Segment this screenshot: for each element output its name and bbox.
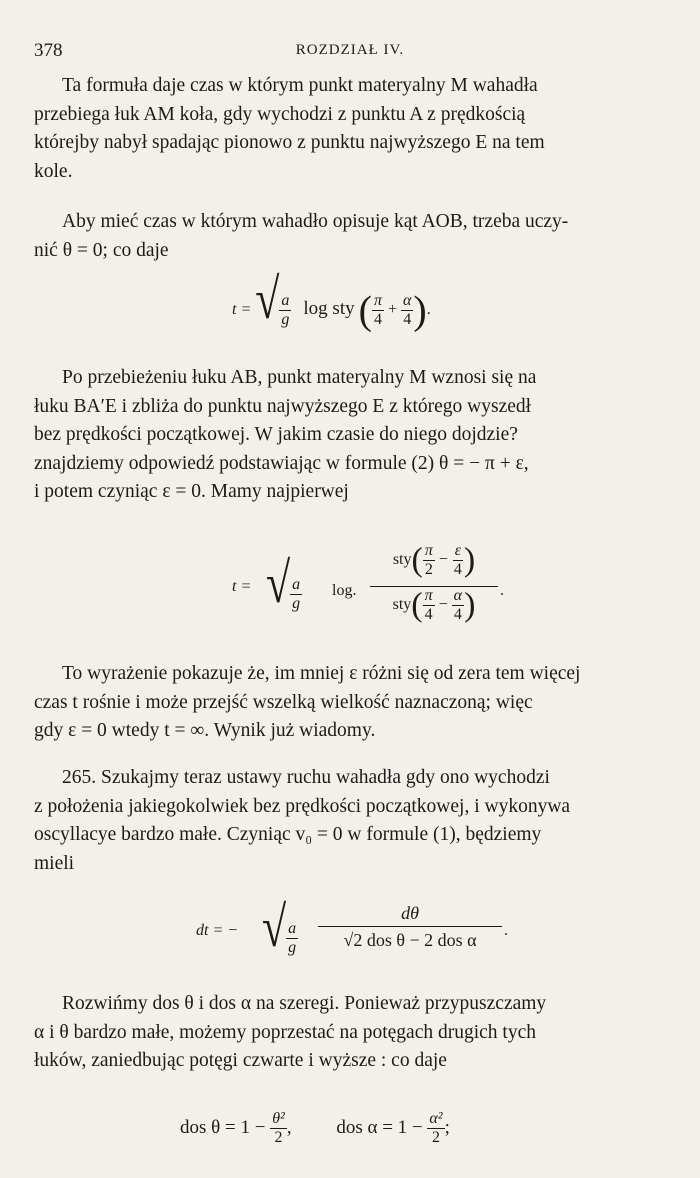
fraction-numerator: sty( $\frac{\pi}{2}$ − $\frac{\varepsilon}{4}$ ) [392,541,476,579]
page-header [34,40,666,66]
equation-3: dt = − √ $\frac{a}{g}$ dθ √2 dos θ − 2 dos α . [196,895,508,960]
text-line: i potem czyniąc ε = 0. Mamy najpierwej [34,481,349,502]
paragraph-5 [34,764,668,878]
fraction: $\frac{\text{α²}}{2}$ [429,1110,443,1146]
eq-part: dos θ = 1 − [180,1116,266,1138]
page-number: 378 [34,40,63,61]
fraction-denominator: sty( $\frac{\pi}{4}$ − $\frac{\alpha}{4}$ ) [392,586,476,624]
eq-func: log. [332,582,357,599]
sqrt-sign: √ [255,267,280,332]
eq-part: dos α = 1 − [336,1116,423,1138]
fraction-numerator: dθ [401,903,419,923]
sqrt-fraction: $\frac{a}{g}$ [288,919,297,956]
text-line: gdy ε = 0 wtedy t = ∞. Wynik już wiadomy. [34,720,376,741]
text-line: bez prędkości początkowej. W jakim czasie do niego dojdzie? [34,424,518,445]
text-line: znajdziemy odpowiedź podstawiając w formule (2) θ = − π + ε, [34,452,529,474]
text-line: To wyrażenie pokazuje że, im mniej ε różni się od zera tem więcej [62,663,581,684]
text-line: czas t rośnie i może przejść wszelką wielkość naznaczoną; więc [34,691,533,713]
text-line: 265. Szukajmy teraz ustawy ruchu wahadła gdy ono wychodzi [62,767,550,788]
sqrt-fraction: $\frac{a}{g}$ [292,575,301,612]
running-head: ROZDZIAŁ IV. [295,42,405,58]
eq-func: log sty [303,298,355,319]
equation-2: t = √ $\frac{a}{g}$ log. sty( $\frac{\pi}{2}$ − $\frac{\varepsilon}{4}$ ) sty( $\frac{\pi}{4}$ − $\frac{\alpha}{4}$ ) . [232,542,512,642]
paragraph-6 [34,990,668,1076]
text-line: Po przebieżeniu łuku AB, punkt materyalny M wznosi się na [62,367,537,388]
equation-4: dos θ = 1 − $\frac{\text{θ²}}{2}$ , dos α = 1 − $\frac{\text{α²}}{2}$ ; [180,1110,450,1146]
paragraph-4 [34,660,668,746]
text-line: Aby mieć czas w którym wahadło opisuje kąt AOB, trzeba uczy- [62,211,569,232]
fraction-denominator: √2 dos θ − 2 dos α [343,930,477,950]
eq-lhs: t = [232,301,252,318]
text-line: z położenia jakiegokolwiek bez prędkości początkowej, i wykonywa [34,795,571,817]
paragraph-1 [34,72,668,186]
log-fraction [370,542,498,631]
text-line: nić θ = 0; co daje [34,239,169,261]
eq-lhs: dt = − [196,922,239,939]
text-line: Ta formuła daje czas w którym punkt materyalny M wahadła [62,75,538,96]
fraction [318,900,502,953]
text-line: łuków, zaniedbując potęgi czwarte i wyższe : co daje [34,1050,447,1071]
text-line: mieli [34,852,75,874]
fraction: $\frac{\alpha}{4}$ [402,291,412,328]
sqrt-fraction: $\frac{a}{g}$ [281,291,290,328]
paragraph-3 [34,364,668,507]
text-line: oscyllacye bardzo małe. Czyniąc v₀ = 0 w formule (1), będziemy [34,824,542,845]
fraction: $\frac{\text{θ²}}{2}$ [272,1110,285,1146]
equation-1: t = √ $\frac{a}{g}$ log sty ( $\frac{\pi}{4}$ + $\frac{\alpha}{4}$ ). [232,267,431,333]
text-line: łuku BA′E i zbliża do punktu najwyższego E z którego wyszedł [34,395,532,417]
eq-lhs: t = [232,578,252,595]
text-line: kole. [34,160,73,182]
paragraph-2 [34,208,668,265]
text-line: przebiega łuk AM koła, gdy wychodzi z punktu A z prędkością [34,103,526,125]
text-line: Rozwińmy dos θ i dos α na szeregi. Ponieważ przypuszczamy [62,993,547,1014]
sqrt-sign: √ [266,551,291,616]
text-line: którejby nabył spadając pionowo z punktu najwyższego E na tem [34,132,545,153]
text-line: α i θ bardzo małe, możemy poprzestać na potęgach drugich tych [34,1021,536,1043]
sqrt-sign: √ [262,895,287,960]
fraction: $\frac{\pi}{4}$ [373,291,382,328]
